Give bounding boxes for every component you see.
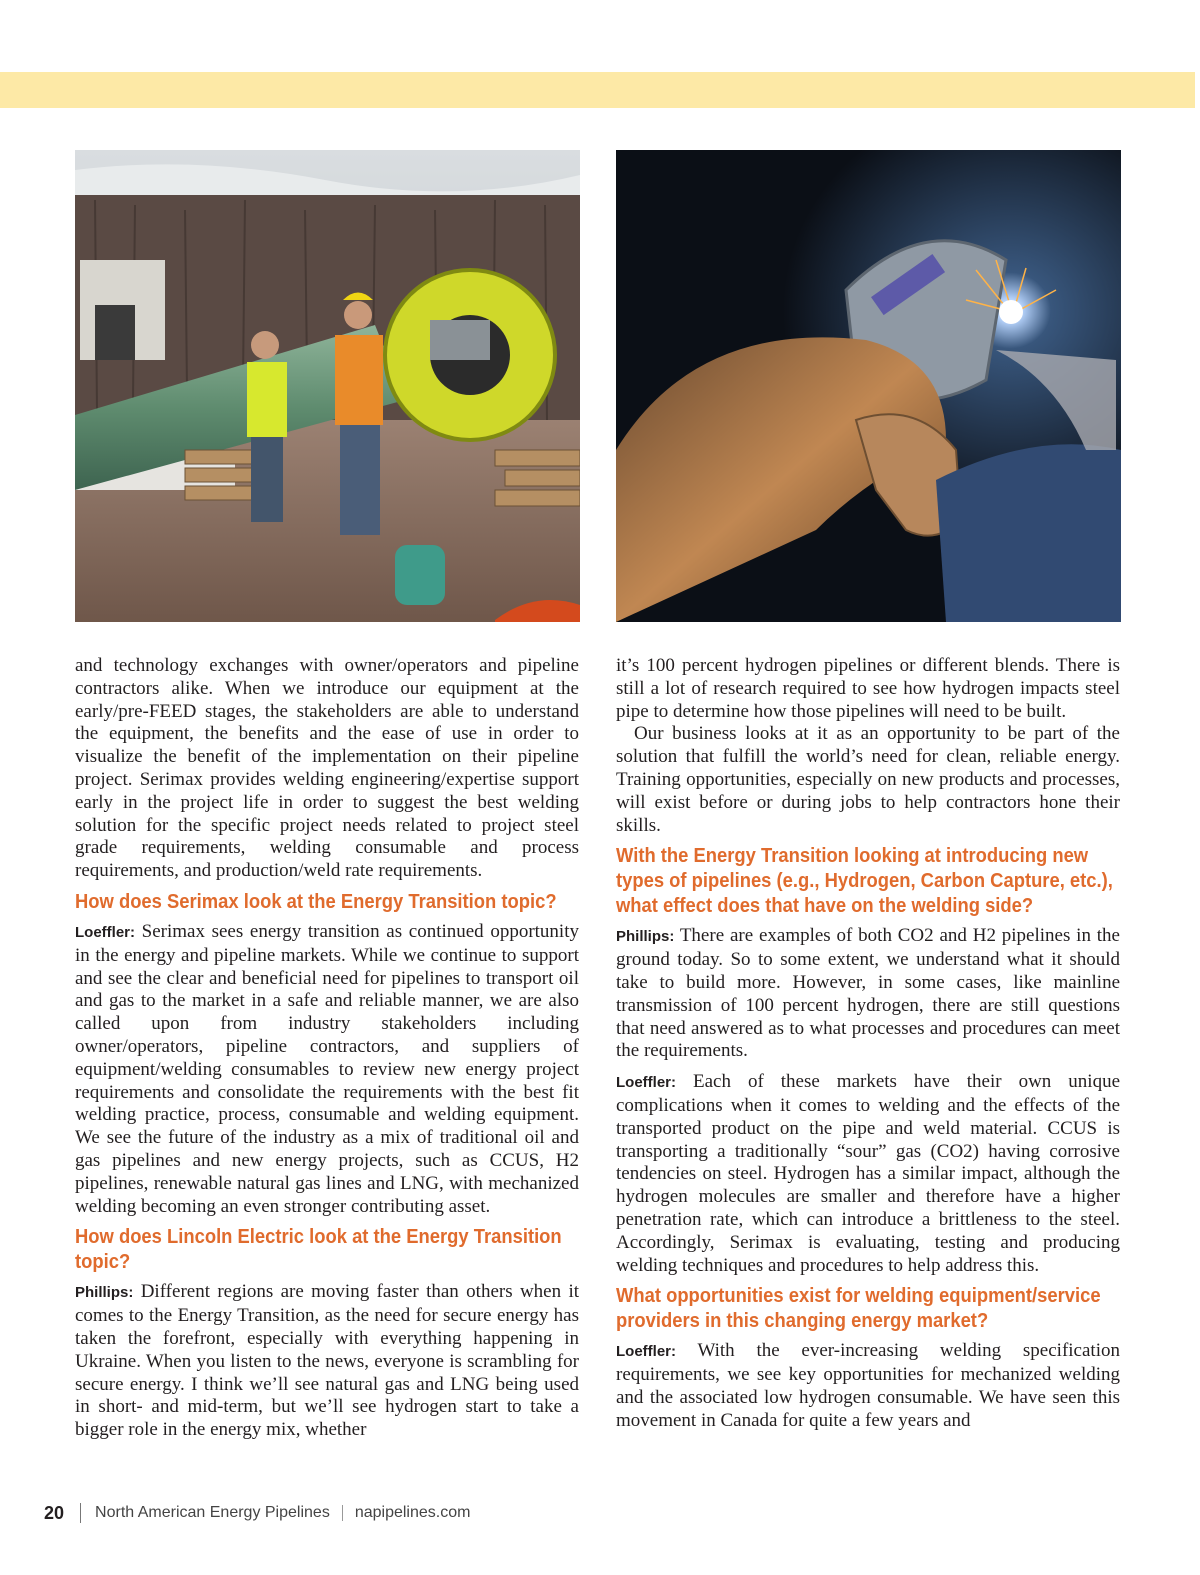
footer-divider	[80, 1503, 81, 1523]
speaker-name: Phillips:	[616, 928, 675, 946]
answer-text: Serimax sees energy transition as continued opportunity in the energy and pipeline markets. While we continue to support and see the clear and beneficial need for pipelines to transport oil and gas to the market in a safe and reliable manner, we are also called upon from industry stakeholders including owner/operators, pipeline contractors, and suppliers of equipment/welding consumables to review new energy project requirements and consolidate the requirements with the best fit welding practice, process, consumable and welding equipment. We see the future of the industry as a mix of traditional oil and gas pipelines and new energy projects, such as CCUS, H2 pipelines, renewable natural gas lines and LNG, with mechanized welding becoming an even stronger contributing asset.	[75, 920, 579, 1217]
answer-text: Different regions are moving faster than others when it comes to the Energy Transition, as the need for secure energy has taken the forefront, especially with everything happening in Ukraine. When you listen to the news, everyone is scrambling for secure energy. I think we’ll see natural gas and LNG being used in short- and mid-term, but we’ll see hydrogen start to take a bigger role in the energy mix, whether	[75, 1281, 579, 1441]
speaker-name: Loeffler:	[616, 1074, 676, 1092]
page-footer	[44, 1500, 470, 1526]
answer-paragraph	[75, 1281, 579, 1442]
left-text-column	[75, 655, 579, 1442]
question-heading: With the Energy Transition looking at introducing new types of pipelines (e.g., Hydrogen, Carbon Capture, etc.), what effect does that have on the welding side?	[616, 845, 1113, 918]
speaker-name: Loeffler:	[75, 923, 135, 941]
publication-name: North American Energy Pipelines	[95, 1504, 330, 1521]
body-paragraph: and technology exchanges with owner/operators and pipeline contractors alike. When we introduce our equipment at the early/pre-FEED stages, the stakeholders are able to understand the equipment, the benefits and the ease of use in order to visualize the benefit of the implementation on their pipeline project. Serimax provides welding engineering/expertise support early in the project life in order to suggest the best welding solution for the specific project needs related to project steel grade requirements, welding consumable and process requirements, and production/weld rate requirements.	[75, 655, 579, 882]
question-heading: How does Serimax look at the Energy Transition topic?	[75, 890, 557, 913]
pipeline-crew-photo	[75, 150, 580, 622]
question-heading: What opportunities exist for welding equipment/service providers in this changing energy market?	[616, 1285, 1101, 1333]
body-paragraph: Our business looks at it as an opportunity to be part of the solution that fulfill the world’s need for clean, reliable energy. Training opportunities, especially on new products and processes, will exist before or during jobs to help contractors hone their skills.	[616, 723, 1120, 836]
answer-text: Each of these markets have their own unique complications when it comes to welding and the effects of the transported product on the pipe and weld material. CCUS is transporting a traditionally “sour” gas (CO2) having corrosive tendencies on steel. Hydrogen has a similar impact, although the hydrogen molecules are smaller and therefore have a higher penetration rate, which can introduce a brittleness to the steel. Accordingly, Serimax is evaluating, testing and producing welding techniques and procedures to help address this.	[616, 1071, 1121, 1276]
answer-paragraph	[616, 1340, 1120, 1432]
answer-text: With the ever-increasing welding specification requirements, we see key opportunities for mechanized welding and the associated low hydrogen consumable. We have seen this movement in Canada for quite a few years and	[616, 1340, 1120, 1431]
footer-divider	[342, 1505, 343, 1521]
answer-paragraph	[75, 921, 579, 1218]
body-paragraph: it’s 100 percent hydrogen pipelines or different blends. There is still a lot of research required to see how hydrogen impacts steel pipe to determine how those pipelines will need to be built.	[616, 655, 1120, 722]
question-heading: How does Lincoln Electric look at the Energy Transition topic?	[75, 1226, 562, 1274]
website-link[interactable]: napipelines.com	[354, 1504, 471, 1521]
speaker-name: Phillips:	[75, 1284, 134, 1302]
page-number: 20	[44, 1502, 65, 1523]
right-text-column	[616, 655, 1120, 1433]
header-color-band	[0, 72, 1195, 108]
answer-text: There are examples of both CO2 and H2 pipelines in the ground today. So to some extent, we understand what it should take to build more. However, in some cases, like mainline transmission of 100 percent hydrogen, there are still questions that need answered as to what processes and procedures can meet the requirements.	[616, 925, 1120, 1062]
welder-closeup-photo	[616, 150, 1121, 622]
answer-paragraph	[616, 1071, 1120, 1277]
speaker-name: Loeffler:	[616, 1343, 676, 1361]
answer-paragraph	[616, 925, 1120, 1063]
